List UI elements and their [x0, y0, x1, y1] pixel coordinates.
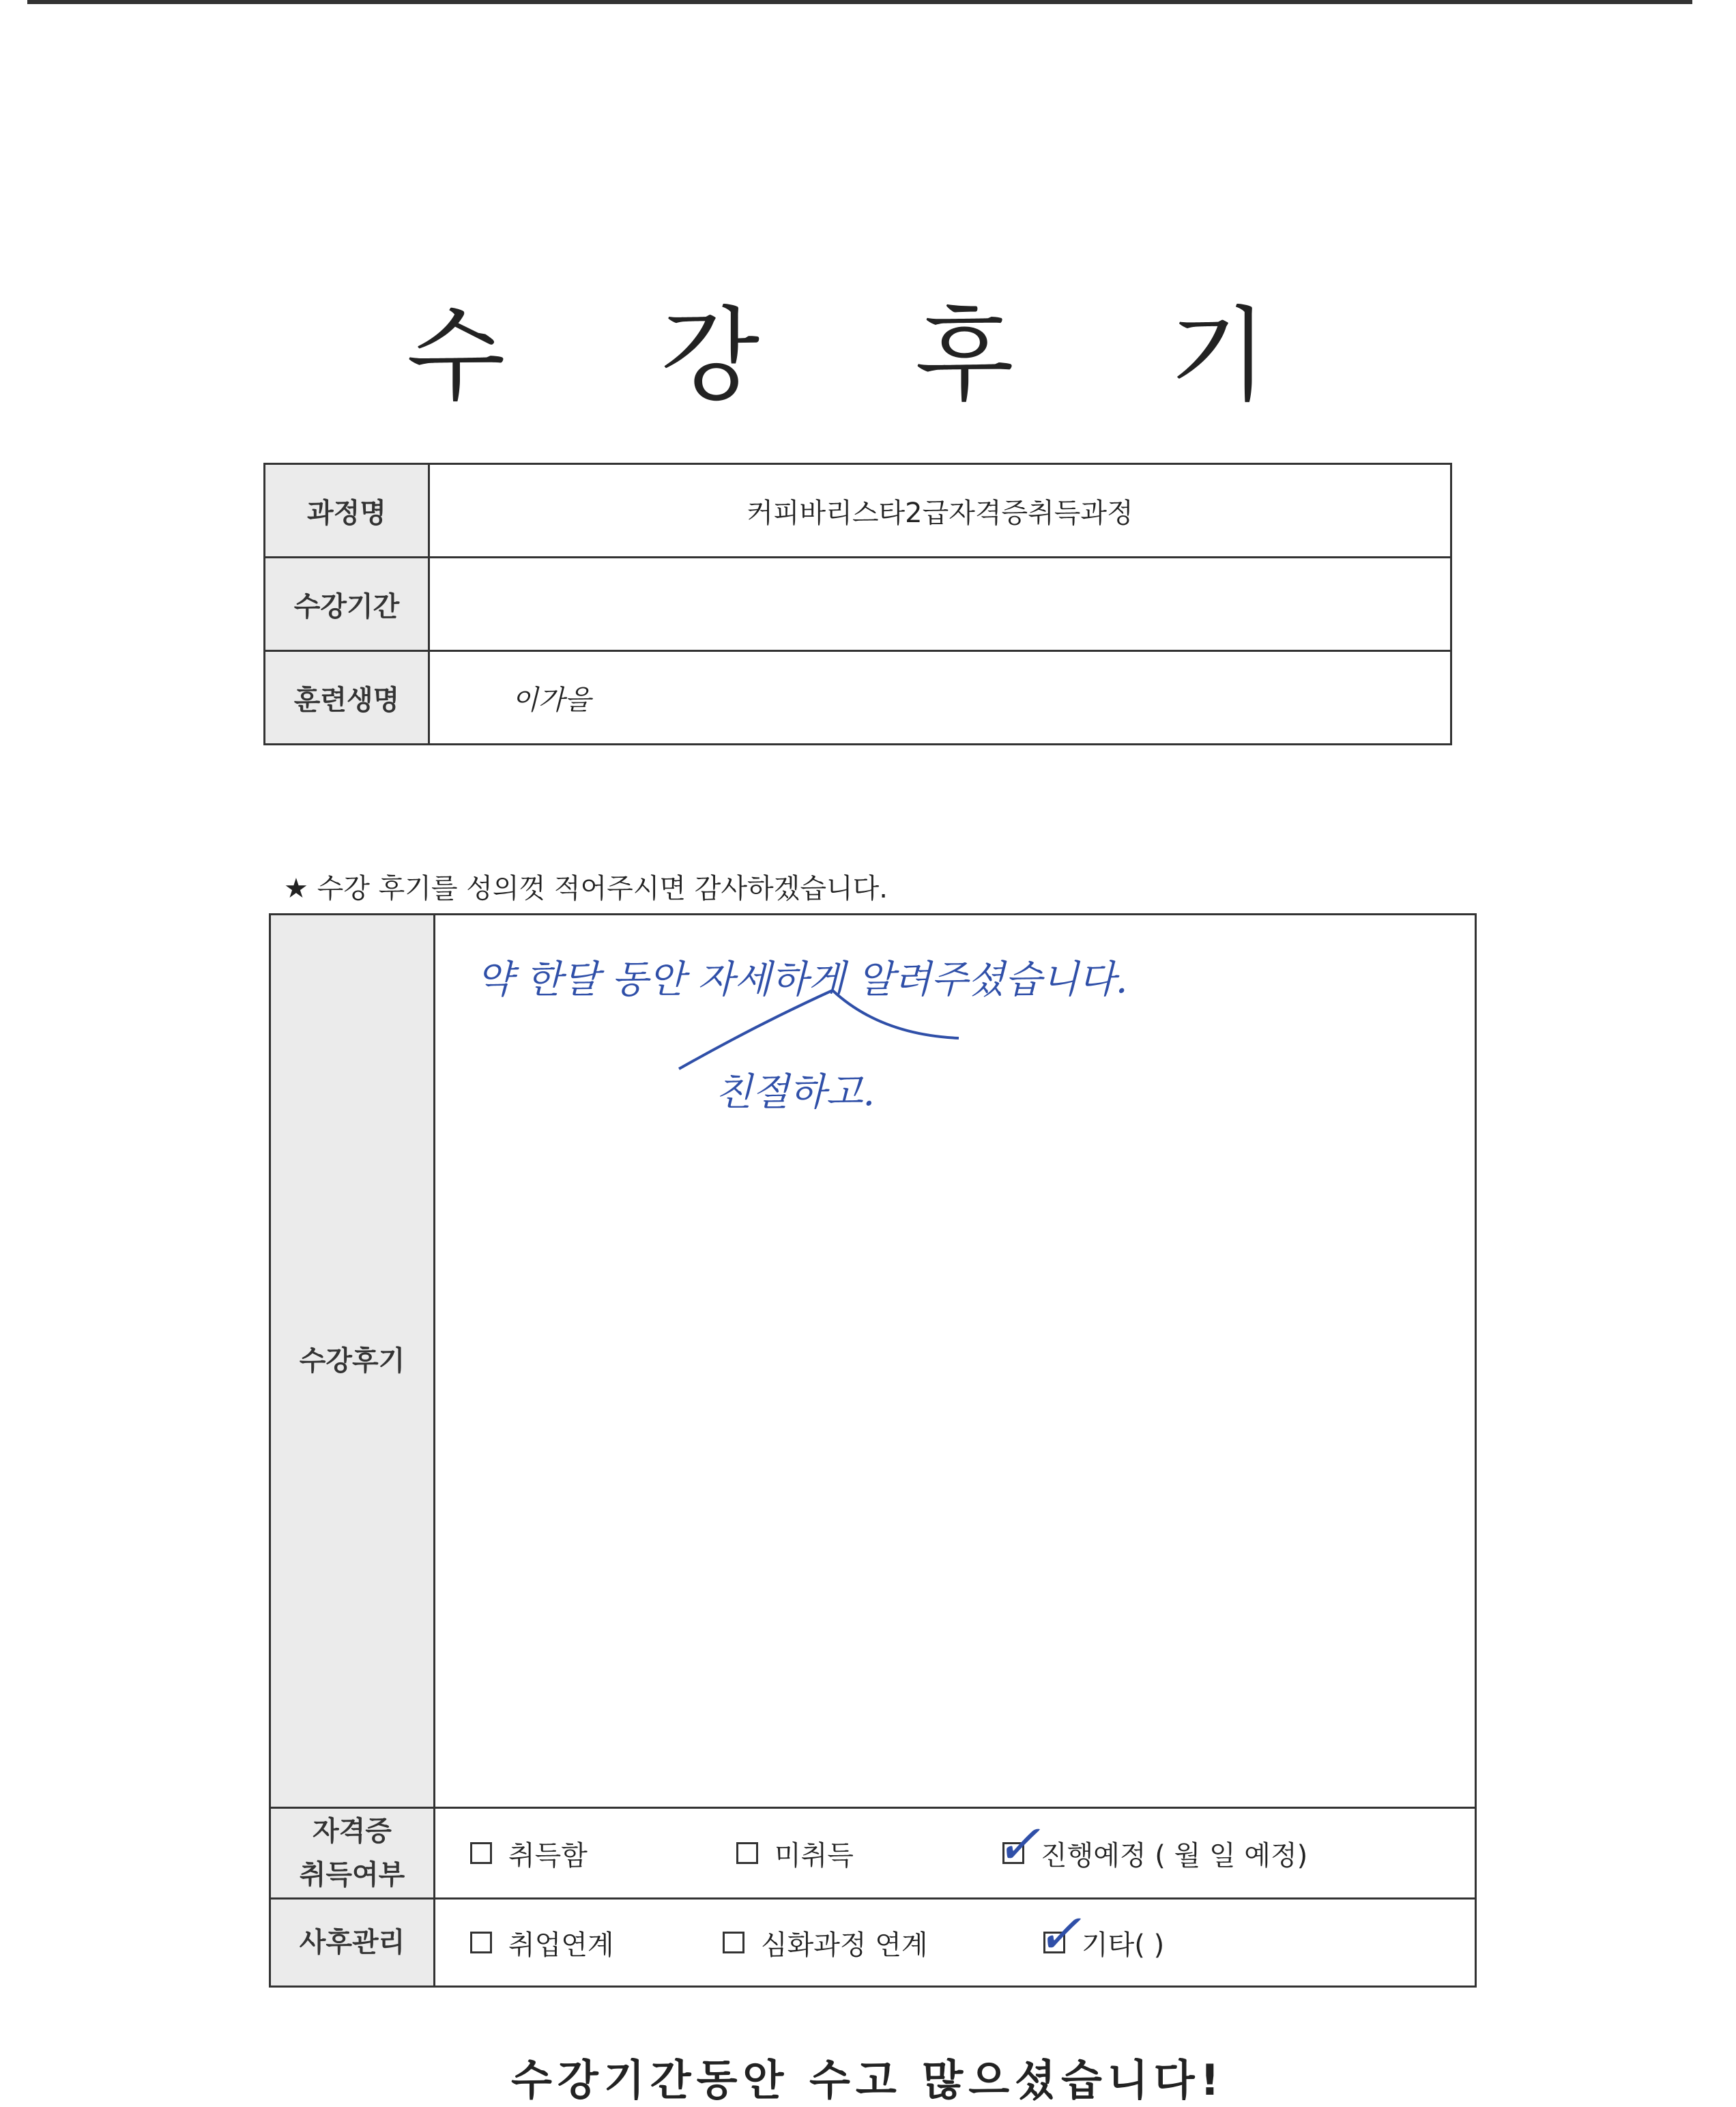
review-body	[435, 915, 1476, 1808]
option-other[interactable]	[1036, 1902, 1165, 1966]
insertion-caret-icon	[676, 984, 962, 1072]
review-label: 수강후기	[270, 915, 435, 1808]
aftercare-options	[435, 1899, 1476, 1987]
document-title: 수 강 후 기	[406, 297, 1330, 416]
handwritten-check-icon: ✓	[995, 1813, 1041, 1876]
option-label: 진행예정 ( 월 일 예정)	[1041, 1839, 1308, 1872]
notice-text: ★ 수강 후기를 성의껏 적어주시면 감사하겠습니다.	[284, 873, 888, 904]
review-table	[269, 913, 1477, 1988]
option-label: 취득함	[508, 1839, 588, 1872]
trainee-name-handwritten: 이가을	[429, 651, 1451, 745]
certification-options	[435, 1808, 1476, 1899]
certification-label-line2: 취득여부	[299, 1859, 405, 1891]
table-row	[270, 1808, 1476, 1899]
option-label: 심화과정 연계	[761, 1929, 928, 1961]
checkbox[interactable]	[736, 1842, 758, 1864]
trainee-name-label: 훈련생명	[265, 651, 429, 745]
checkbox-checked[interactable]	[995, 1813, 1041, 1876]
checkbox[interactable]	[470, 1842, 492, 1864]
option-label: 기타( )	[1082, 1929, 1165, 1961]
option-advanced-course[interactable]	[723, 1923, 1043, 1962]
table-row	[270, 915, 1476, 1808]
top-border-line	[27, 0, 1692, 4]
table-row	[265, 558, 1451, 651]
option-job-linkage[interactable]	[470, 1923, 723, 1962]
review-handwritten-insert: 친절하고.	[715, 1070, 876, 1115]
review-handwritten-line: 약 한달 동안 자세하게 알려주셨습니다.	[476, 958, 1128, 1002]
option-in-progress[interactable]	[995, 1813, 1308, 1876]
table-row	[270, 1899, 1476, 1987]
course-name-value: 커피바리스타2급자격증취득과정	[429, 464, 1451, 558]
course-name-label: 과정명	[265, 464, 429, 558]
certification-label	[270, 1808, 435, 1899]
checkbox[interactable]	[470, 1932, 492, 1953]
table-row	[265, 651, 1451, 745]
aftercare-label: 사후관리	[270, 1899, 435, 1987]
option-label: 취업연계	[508, 1929, 614, 1961]
course-info-table	[263, 463, 1452, 745]
checkbox[interactable]	[723, 1932, 744, 1953]
option-not-acquired[interactable]	[736, 1834, 1002, 1873]
handwritten-check-icon: ✓	[1036, 1902, 1082, 1966]
table-row	[265, 464, 1451, 558]
course-period-label: 수강기간	[265, 558, 429, 651]
option-acquired[interactable]	[470, 1834, 736, 1873]
certification-label-line1: 자격증	[313, 1816, 392, 1847]
checkbox-checked[interactable]	[1036, 1902, 1082, 1966]
footer-message: 수강기간동안 수고 많으셨습니다!	[511, 2055, 1225, 2105]
course-period-value	[429, 558, 1451, 651]
option-label: 미취득	[775, 1839, 854, 1872]
